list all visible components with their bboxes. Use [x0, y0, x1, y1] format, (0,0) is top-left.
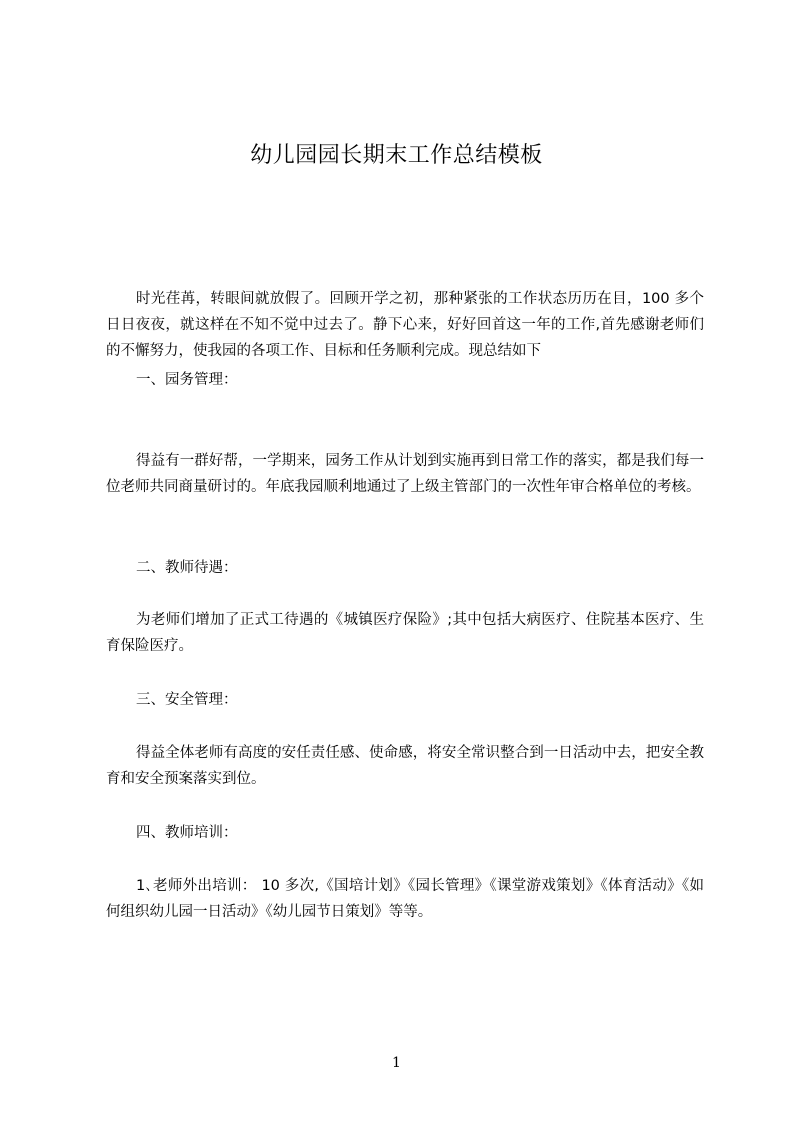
section-body-management: 得益有一群好帮，一学期来，园务工作从计划到实施再到日常工作的落实，都是我们每一位老师共同商量研讨的。年底我园顺利地通过了上级主管部门的一次性年审合格单位的考核。 [106, 453, 704, 495]
section-body-treatment: 为老师们增加了正式工待遇的《城镇医疗保险》;其中包括大病医疗、住院基本医疗、生育保险医疗。 [106, 612, 704, 654]
document-title: 幼儿园园长期末工作总结模板 [250, 143, 543, 168]
page-number: 1 [392, 1055, 401, 1071]
section-heading-safety: 三、安全管理： [136, 692, 238, 708]
intro-paragraph: 时光荏苒，转眼间就放假了。回顾开学之初，那种紧张的工作状态历历在目，100 多个日日夜夜，就这样在不知不觉中过去了。静下心来，好好回首这一年的工作,首先感谢老师们的不懈努力，使我园的各项工作、目标和任务顺利完成。现总结如下 [106, 291, 704, 359]
section-heading-management: 一、园务管理： [136, 372, 238, 388]
section-body-safety: 得益全体老师有高度的安任责任感、使命感，将安全常识整合到一日活动中去，把安全教育和安全预案落实到位。 [106, 745, 704, 787]
section-body-training: 1､老师外出培训： 10 多次,《国培计划》《园长管理》《课堂游戏策划》《体育活动》《如何组织幼儿园一日活动》《幼儿园节日策划》等等。 [106, 878, 704, 920]
section-heading-training: 四、教师培训： [136, 825, 238, 841]
section-heading-treatment: 二、教师待遇： [136, 560, 238, 576]
